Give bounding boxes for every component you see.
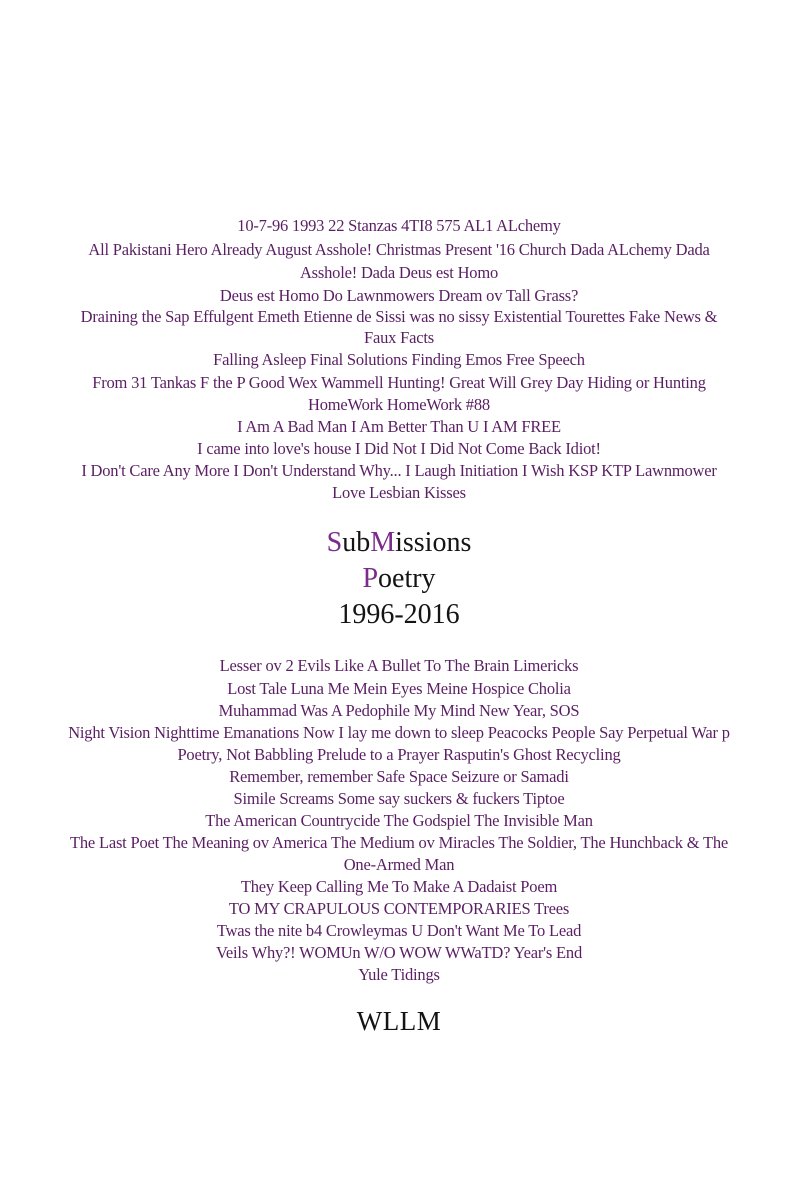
index-line: Lesser ov 2 Evils Like A Bullet To The Brain Limericks <box>219 656 579 675</box>
index-line: Yule Tidings <box>358 965 440 984</box>
index-line: Muhammad Was A Pedophile My Mind New Year, SOS <box>218 701 580 720</box>
subtitle-text: oetry <box>378 563 436 594</box>
book-years: 1996-2016 <box>338 599 460 630</box>
index-line: I Don't Care Any More I Don't Understand Why... I Laugh Initiation I Wish KSP KTP Lawnmower <box>81 461 717 480</box>
index-line: I Am A Bad Man I Am Better Than U I AM FREE <box>237 417 561 436</box>
index-line: Twas the nite b4 Crowleymas U Don't Want Me To Lead <box>216 921 582 940</box>
title-initial: M <box>370 527 396 558</box>
book-subtitle <box>0 563 798 595</box>
index-line: Veils Why?! WOMUn W/O WOW WWaTD? Year's End <box>215 943 583 962</box>
title-text: ub <box>342 527 371 558</box>
index-line: HomeWork HomeWork #88 <box>308 395 490 414</box>
index-line: Poetry, Not Babbling Prelude to a Prayer Rasputin's Ghost Recycling <box>177 745 621 764</box>
index-line: Love Lesbian Kisses <box>332 483 466 502</box>
index-line: From 31 Tankas F the P Good Wex Wammell Hunting! Great Will Grey Day Hiding or Hunting <box>92 373 706 392</box>
index-line: TO MY CRAPULOUS CONTEMPORARIES Trees <box>228 899 570 918</box>
subtitle-initial: P <box>362 563 379 594</box>
index-line: Lost Tale Luna Me Mein Eyes Meine Hospice Cholia <box>227 679 571 698</box>
index-line: Deus est Homo Do Lawnmowers Dream ov Tall Grass? <box>219 286 579 305</box>
index-line: Falling Asleep Final Solutions Finding Emos Free Speech <box>213 350 585 369</box>
index-line: All Pakistani Hero Already August Asshole! Christmas Present '16 Church Dada ALchemy Dada <box>88 240 710 259</box>
index-line: Asshole! Dada Deus est Homo <box>299 263 499 282</box>
author-name: WLLM <box>356 1006 442 1036</box>
book-title <box>0 527 798 559</box>
index-line: I came into love's house I Did Not I Did Not Come Back Idiot! <box>197 439 601 458</box>
index-line: Remember, remember Safe Space Seizure or Samadi <box>229 767 569 786</box>
title-initial: S <box>326 527 343 558</box>
index-line: The American Countrycide The Godspiel The Invisible Man <box>205 811 593 830</box>
index-line: Faux Facts <box>364 328 434 347</box>
index-line: One-Armed Man <box>343 855 455 874</box>
index-line: Night Vision Nighttime Emanations Now I lay me down to sleep Peacocks People Say Perpetual War p <box>68 723 730 742</box>
index-line: They Keep Calling Me To Make A Dadaist Poem <box>240 877 558 896</box>
index-line: Simile Screams Some say suckers & fuckers Tiptoe <box>233 789 565 808</box>
title-text: issions <box>395 527 472 558</box>
index-line: Draining the Sap Effulgent Emeth Etienne de Sissi was no sissy Existential Tourettes Fake News & <box>80 307 718 326</box>
index-line: The Last Poet The Meaning ov America The Medium ov Miracles The Soldier, The Hunchback & The <box>69 833 729 852</box>
index-line: 10-7-96 1993 22 Stanzas 4TI8 575 AL1 ALchemy <box>237 216 561 235</box>
